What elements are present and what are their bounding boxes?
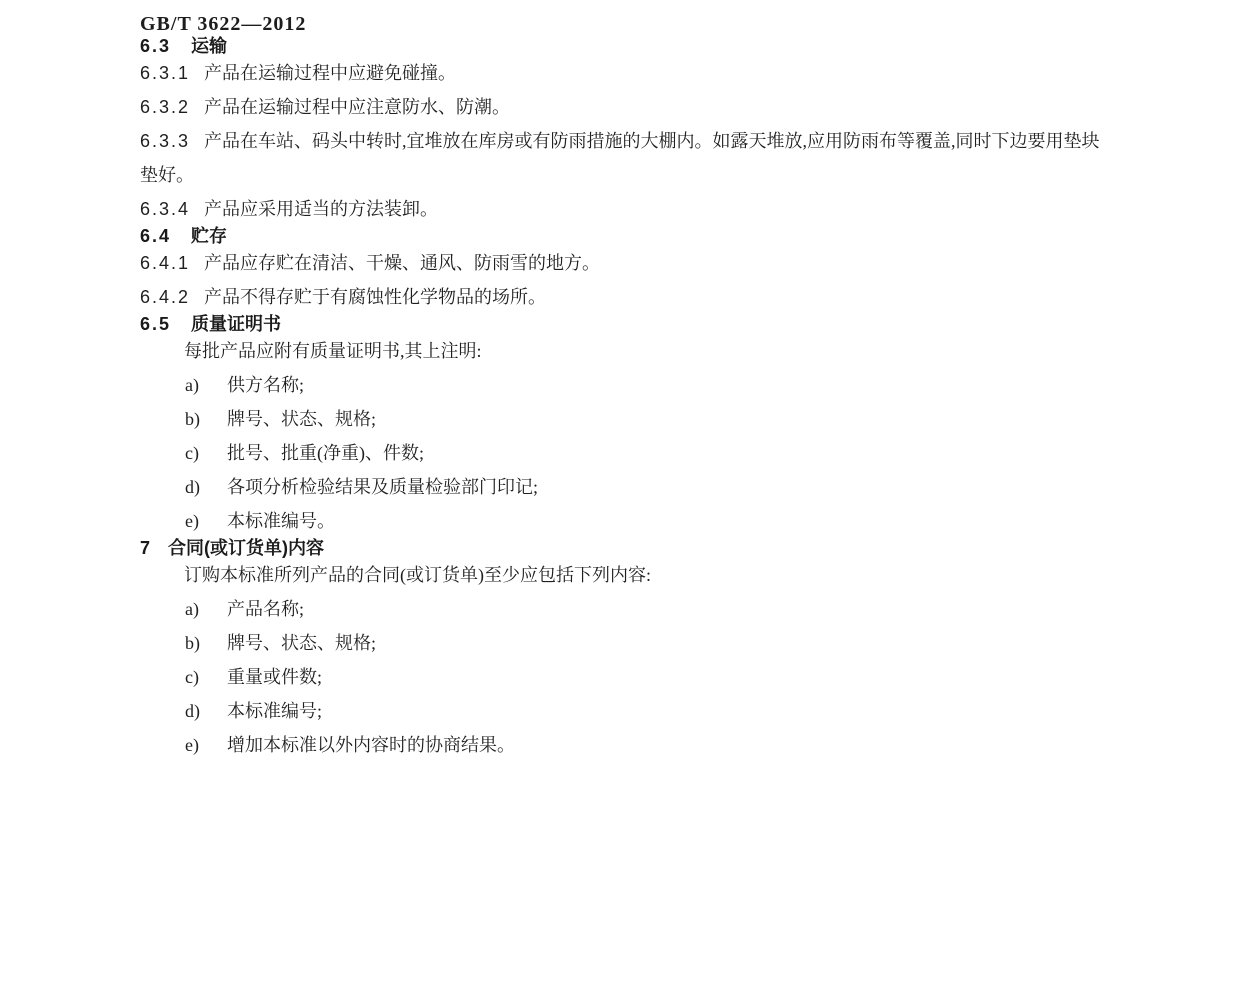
section-number: 7 [140,538,153,558]
list-item-marker: e) [185,511,199,531]
clause-text: 产品在运输过程中应注意防水、防潮。 [204,97,511,117]
list-item-marker: b) [185,409,200,429]
clause-number: 6.4.2 [140,287,191,307]
clause-number: 6.3.2 [140,97,191,117]
section-title: 合同(或订货单)内容 [168,538,325,558]
list-item-text: 批号、批重(净重)、件数; [227,443,424,463]
section-number: 6.3 [140,36,172,56]
section-heading-6-4 [140,226,1110,246]
list-item-text: 本标准编号。 [227,511,335,531]
list-item [185,368,1110,402]
clause-text: 产品在车站、码头中转时,宜堆放在库房或有防雨措施的大棚内。如露天堆放,应用防雨布等覆盖,同时下边要用垫块垫好。 [140,131,1100,185]
section-heading-6-5 [140,314,1110,334]
list-item [185,592,1110,626]
clause-text: 产品应采用适当的方法装卸。 [204,199,439,219]
list-item-text: 供方名称; [227,375,305,395]
section-number: 6.5 [140,314,172,334]
section-6-5-list [140,368,1110,538]
list-item [185,660,1110,694]
clause-text: 产品应存贮在清洁、干燥、通风、防雨雪的地方。 [204,253,601,273]
list-item-marker: c) [185,443,199,463]
list-item-marker: b) [185,633,200,653]
section-title: 运输 [191,36,228,56]
clause-6-4-2 [140,280,1110,314]
clause-number: 6.3.4 [140,199,191,219]
clause-text: 产品不得存贮于有腐蚀性化学物品的场所。 [204,287,547,307]
list-item-marker: a) [185,599,199,619]
clause-6-3-4 [140,192,1110,226]
section-7-list [140,592,1110,762]
list-item [185,402,1110,436]
list-item-marker: e) [185,735,199,755]
section-heading-7 [140,538,1110,558]
section-title: 质量证明书 [191,314,282,334]
list-item [185,470,1110,504]
section-title: 贮存 [191,226,228,246]
list-item [185,436,1110,470]
clause-6-4-1 [140,246,1110,280]
list-item-text: 各项分析检验结果及质量检验部门印记; [227,477,538,497]
list-item [185,504,1110,538]
list-item-text: 本标准编号; [227,701,323,721]
clause-6-3-2 [140,90,1110,124]
standard-code: GB/T 3622—2012 [140,13,307,35]
section-number: 6.4 [140,226,172,246]
clause-number: 6.3.1 [140,63,191,83]
clause-text: 产品在运输过程中应避免碰撞。 [204,63,457,83]
list-item-text: 牌号、状态、规格; [227,633,377,653]
list-item-marker: d) [185,477,200,497]
list-item [185,626,1110,660]
list-item-text: 牌号、状态、规格; [227,409,377,429]
list-item-marker: d) [185,701,200,721]
list-item-marker: a) [185,375,199,395]
section-6-5-intro: 每批产品应附有质量证明书,其上注明: [184,341,482,361]
list-item [185,728,1110,762]
list-item-marker: c) [185,667,199,687]
clause-number: 6.3.3 [140,131,191,151]
list-item-text: 重量或件数; [227,667,323,687]
section-heading-6-3 [140,36,1110,56]
list-item [185,694,1110,728]
clause-6-3-1 [140,56,1110,90]
list-item-text: 增加本标准以外内容时的协商结果。 [227,735,515,755]
section-7-intro: 订购本标准所列产品的合同(或订货单)至少应包括下列内容: [184,565,651,585]
list-item-text: 产品名称; [227,599,305,619]
clause-6-3-3 [140,124,1110,192]
clause-number: 6.4.1 [140,253,191,273]
